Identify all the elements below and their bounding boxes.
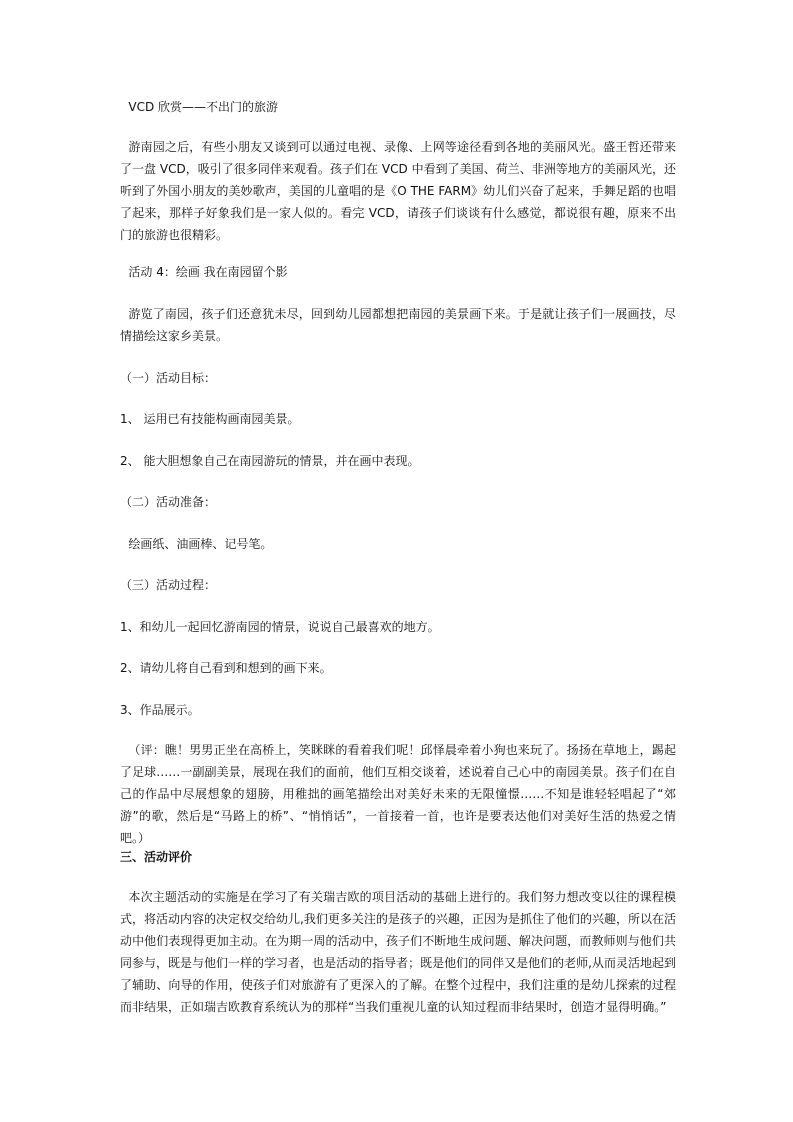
vcd-heading: VCD 欣赏——不出门的旅游 [128,100,279,114]
comment-paragraph: （评：瞧！男男正坐在高桥上，笑眯眯的看着我们呢！邱怿晨牵着小狗也来玩了。扬扬在草地上，踢起了足球……一副副美景，展现在我们的面前，他们互相交谈着，述说着自己心中的南园美景。孩子们在自己的作品中尽展想象的翅膀，用稚拙的画笔描绘出对美好未来的无限憧憬……不知是谁轻轻唱起了“郊游”的歌，然后是“马路上的桥”、“悄悄话”，一首接着一首，也许是要表达他们对美好生活的热爱之情吧。） [120,743,676,845]
activity-4-intro: 游览了南园，孩子们还意犹未尽，回到幼儿园都想把南园的美景画下来。于是就让孩子们一展画技，尽情描绘这家乡美景。 [120,307,676,343]
section-process-heading: （三）活动过程： [120,578,217,592]
goal-item-1: 1、 运用已有技能构画南园美景。 [120,412,300,426]
activity-4-heading: 活动 4：绘画 我在南园留个影 [128,265,288,279]
evaluation-heading: 三、活动评价 [120,850,193,864]
section-prep-heading: （二）活动准备： [120,495,217,509]
process-step-3: 3、作品展示。 [120,703,200,717]
process-step-2: 2、请幼儿将自己看到和想到的画下来。 [120,661,332,675]
goal-item-2: 2、 能大胆想象自己在南园游玩的情景，并在画中表现。 [120,454,420,468]
evaluation-paragraph: 本次主题活动的实施是在学习了有关瑞吉欧的项目活动的基础上进行的。我们努力想改变以往的课程模式，将活动内容的决定权交给幼儿,我们更多关注的是孩子的兴趣，正因为是抓住了他们的兴趣，所以在活动中他们表现得更加主动。在为期一周的活动中，孩子们不断地生成问题、解决问题，而教师则与他们共同参与，既是与他们一样的学习者，也是活动的指导者；既是他们的同伴又是他们的老师,从而灵活地起到了辅助、向导的作用，使孩子们对旅游有了更深入的了解。在整个过程中，我们注重的是幼儿探索的过程而非结果，正如瑞吉欧教育系统认为的那样“当我们重视儿童的认知过程而非结果时，创造才显得明确。” [120,890,676,1014]
prep-materials: 绘画纸、油画棒、记号笔。 [128,537,273,551]
process-step-1: 1、和幼儿一起回忆游南园的情景，说说自己最喜欢的地方。 [120,620,440,634]
section-goal-heading: （一）活动目标： [120,371,217,385]
vcd-paragraph: 游南园之后，有些小朋友又谈到可以通过电视、录像、上网等途径看到各地的美丽风光。盛王哲还带来了一盘 VCD，吸引了很多同伴来观看。孩子们在 VCD 中看到了美国、荷兰、非洲等地方的美丽风光，还听到了外国小朋友的美妙歌声，美国的儿童唱的是《O THE FARM》幼儿们兴奋了起来，手舞足蹈的也唱了起来，那样子好象我们是一家人似的。看完 VCD，请孩子们谈谈有什么感觉，都说很有趣，原来不出门的旅游也很精彩。 [120,140,676,242]
